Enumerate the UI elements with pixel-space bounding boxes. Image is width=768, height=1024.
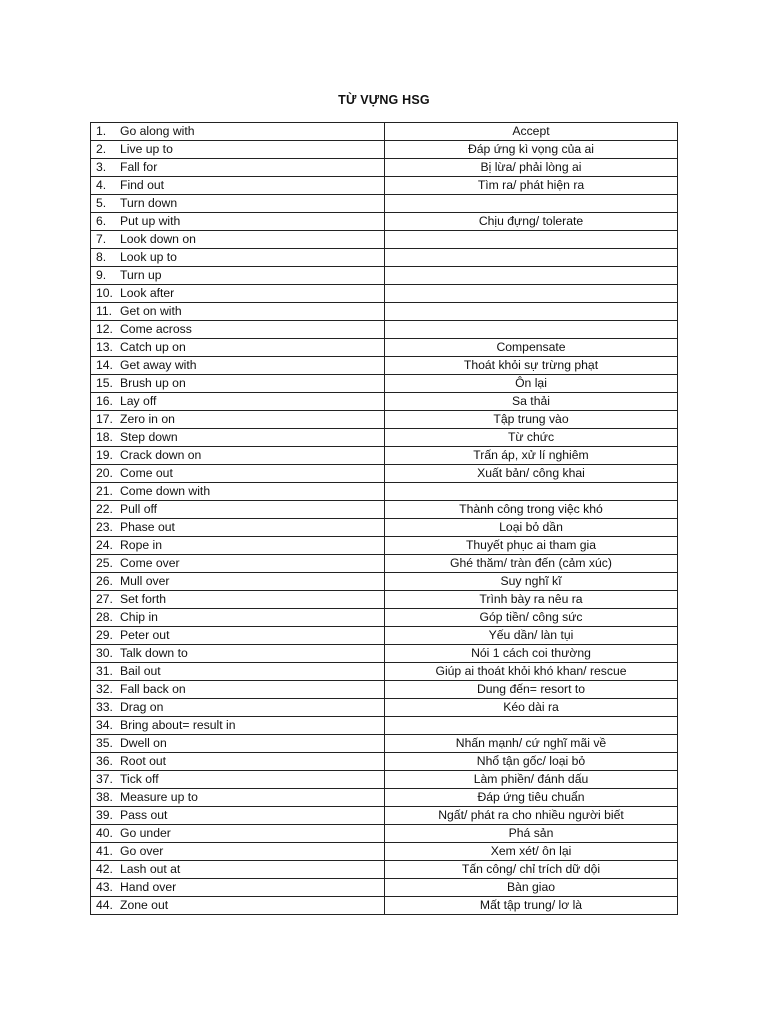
document-title: TỪ VỰNG HSG [338, 93, 430, 107]
phrasal-verb: Catch up on [120, 340, 186, 354]
table-row [91, 267, 678, 285]
meaning-cell [385, 195, 678, 213]
meaning-cell [385, 303, 678, 321]
phrase-cell [91, 213, 385, 231]
phrase-cell [91, 393, 385, 411]
row-number: 2. [96, 142, 107, 156]
meaning-cell: Compensate [385, 339, 678, 357]
phrase-cell [91, 249, 385, 267]
phrasal-verb: Lash out at [120, 862, 181, 876]
phrase-cell [91, 267, 385, 285]
vocabulary-table-body [91, 123, 678, 915]
phrase-cell [91, 735, 385, 753]
phrasal-verb: Come down with [120, 484, 211, 498]
table-row [91, 213, 678, 231]
row-number: 21. [96, 484, 113, 498]
table-row [91, 231, 678, 249]
phrase-cell [91, 681, 385, 699]
table-row [91, 879, 678, 897]
phrasal-verb: Step down [120, 430, 178, 444]
phrasal-verb: Zero in on [120, 412, 175, 426]
phrasal-verb: Bring about= result in [120, 718, 236, 732]
meaning-cell: Từ chức [385, 429, 678, 447]
row-number: 31. [96, 664, 113, 678]
meaning-cell: Tìm ra/ phát hiện ra [385, 177, 678, 195]
meaning-cell: Yếu dần/ làn tụi [385, 627, 678, 645]
table-row [91, 609, 678, 627]
table-row [91, 861, 678, 879]
meaning-cell [385, 267, 678, 285]
row-number: 22. [96, 502, 113, 516]
row-number: 24. [96, 538, 113, 552]
row-number: 20. [96, 466, 113, 480]
meaning-cell [385, 483, 678, 501]
phrasal-verb: Zone out [120, 898, 169, 912]
table-row [91, 897, 678, 915]
meaning-cell: Nhổ tận gốc/ loại bỏ [385, 753, 678, 771]
table-row [91, 411, 678, 429]
phrase-cell [91, 501, 385, 519]
row-number: 3. [96, 160, 107, 174]
meaning-cell: Thuyết phục ai tham gia [385, 537, 678, 555]
table-row [91, 591, 678, 609]
row-number: 44. [96, 898, 113, 912]
phrase-cell [91, 807, 385, 825]
phrase-cell [91, 753, 385, 771]
phrasal-verb: Chip in [120, 610, 158, 624]
row-number: 15. [96, 376, 113, 390]
phrasal-verb: Turn up [120, 268, 162, 282]
table-row [91, 195, 678, 213]
table-row [91, 141, 678, 159]
table-row [91, 519, 678, 537]
table-row [91, 717, 678, 735]
table-row [91, 807, 678, 825]
phrasal-verb: Talk down to [120, 646, 188, 660]
meaning-cell: Bàn giao [385, 879, 678, 897]
phrasal-verb: Crack down on [120, 448, 202, 462]
row-number: 16. [96, 394, 113, 408]
row-number: 1. [96, 124, 107, 138]
phrase-cell [91, 591, 385, 609]
row-number: 8. [96, 250, 107, 264]
row-number: 6. [96, 214, 107, 228]
phrasal-verb: Fall back on [120, 682, 186, 696]
row-number: 36. [96, 754, 113, 768]
phrase-cell [91, 465, 385, 483]
row-number: 38. [96, 790, 113, 804]
meaning-cell: Kéo dài ra [385, 699, 678, 717]
meaning-cell: Ghé thăm/ tràn đến (cảm xúc) [385, 555, 678, 573]
table-row [91, 627, 678, 645]
meaning-cell: Accept [385, 123, 678, 141]
row-number: 35. [96, 736, 113, 750]
row-number: 19. [96, 448, 113, 462]
phrasal-verb: Look up to [120, 250, 177, 264]
table-row [91, 123, 678, 141]
meaning-cell [385, 321, 678, 339]
meaning-cell: Đáp ứng tiêu chuẩn [385, 789, 678, 807]
table-row [91, 645, 678, 663]
phrasal-verb: Measure up to [120, 790, 198, 804]
meaning-cell: Trình bày ra nêu ra [385, 591, 678, 609]
phrasal-verb: Drag on [120, 700, 164, 714]
row-number: 18. [96, 430, 113, 444]
phrasal-verb: Put up with [120, 214, 181, 228]
phrase-cell [91, 879, 385, 897]
table-row [91, 555, 678, 573]
table-row [91, 357, 678, 375]
table-row [91, 735, 678, 753]
phrase-cell [91, 717, 385, 735]
phrase-cell [91, 375, 385, 393]
meaning-cell: Nói 1 cách coi thường [385, 645, 678, 663]
meaning-cell: Sa thải [385, 393, 678, 411]
phrasal-verb: Get away with [120, 358, 197, 372]
phrase-cell [91, 159, 385, 177]
meaning-cell: Dung đến= resort to [385, 681, 678, 699]
phrasal-verb: Look after [120, 286, 175, 300]
row-number: 29. [96, 628, 113, 642]
row-number: 14. [96, 358, 113, 372]
phrasal-verb: Turn down [120, 196, 178, 210]
meaning-cell: Chịu đựng/ tolerate [385, 213, 678, 231]
table-row [91, 447, 678, 465]
phrasal-verb: Come out [120, 466, 173, 480]
phrasal-verb: Fall for [120, 160, 158, 174]
table-row [91, 177, 678, 195]
row-number: 13. [96, 340, 113, 354]
meaning-cell: Nhấn mạnh/ cứ nghĩ mãi về [385, 735, 678, 753]
phrasal-verb: Come over [120, 556, 180, 570]
row-number: 26. [96, 574, 113, 588]
table-row [91, 429, 678, 447]
phrase-cell [91, 231, 385, 249]
row-number: 27. [96, 592, 113, 606]
meaning-cell: Tấn công/ chỉ trích dữ dội [385, 861, 678, 879]
meaning-cell: Xem xét/ ôn lại [385, 843, 678, 861]
phrase-cell [91, 303, 385, 321]
meaning-cell: Làm phiền/ đánh dấu [385, 771, 678, 789]
phrasal-verb: Get on with [120, 304, 182, 318]
table-row [91, 825, 678, 843]
table-row [91, 843, 678, 861]
phrasal-verb: Look down on [120, 232, 196, 246]
row-number: 40. [96, 826, 113, 840]
meaning-cell: Xuất bản/ công khai [385, 465, 678, 483]
row-number: 11. [96, 304, 113, 318]
row-number: 23. [96, 520, 113, 534]
phrase-cell [91, 429, 385, 447]
meaning-cell: Đáp ứng kì vọng của ai [385, 141, 678, 159]
row-number: 9. [96, 268, 107, 282]
phrase-cell [91, 141, 385, 159]
meaning-cell: Ôn lại [385, 375, 678, 393]
phrasal-verb: Go under [120, 826, 171, 840]
phrase-cell [91, 861, 385, 879]
vocabulary-table [90, 122, 678, 915]
meaning-cell: Trấn áp, xử lí nghiêm [385, 447, 678, 465]
meaning-cell: Bị lừa/ phải lòng ai [385, 159, 678, 177]
phrase-cell [91, 177, 385, 195]
table-row [91, 339, 678, 357]
phrase-cell [91, 285, 385, 303]
row-number: 12. [96, 322, 113, 336]
phrasal-verb: Lay off [120, 394, 157, 408]
phrase-cell [91, 411, 385, 429]
phrasal-verb: Find out [120, 178, 165, 192]
phrasal-verb: Bail out [120, 664, 161, 678]
table-row [91, 375, 678, 393]
table-row [91, 789, 678, 807]
meaning-cell: Loại bỏ dần [385, 519, 678, 537]
phrasal-verb: Pass out [120, 808, 168, 822]
phrasal-verb: Dwell on [120, 736, 167, 750]
phrase-cell [91, 555, 385, 573]
phrasal-verb: Tick off [120, 772, 159, 786]
meaning-cell: Giúp ai thoát khỏi khó khan/ rescue [385, 663, 678, 681]
row-number: 10. [96, 286, 113, 300]
phrase-cell [91, 123, 385, 141]
phrase-cell [91, 627, 385, 645]
phrasal-verb: Hand over [120, 880, 177, 894]
phrasal-verb: Brush up on [120, 376, 186, 390]
table-row [91, 573, 678, 591]
row-number: 32. [96, 682, 113, 696]
table-row [91, 753, 678, 771]
meaning-cell [385, 231, 678, 249]
meaning-cell: Góp tiền/ công sức [385, 609, 678, 627]
phrase-cell [91, 825, 385, 843]
table-row [91, 771, 678, 789]
row-number: 34. [96, 718, 113, 732]
phrase-cell [91, 645, 385, 663]
row-number: 17. [96, 412, 113, 426]
row-number: 5. [96, 196, 107, 210]
row-number: 7. [96, 232, 107, 246]
phrase-cell [91, 663, 385, 681]
table-row [91, 249, 678, 267]
phrase-cell [91, 843, 385, 861]
phrase-cell [91, 321, 385, 339]
meaning-cell [385, 285, 678, 303]
table-row [91, 537, 678, 555]
meaning-cell [385, 249, 678, 267]
phrasal-verb: Go along with [120, 124, 195, 138]
row-number: 37. [96, 772, 113, 786]
phrasal-verb: Rope in [120, 538, 163, 552]
phrasal-verb: Go over [120, 844, 164, 858]
row-number: 42. [96, 862, 113, 876]
phrase-cell [91, 609, 385, 627]
phrase-cell [91, 195, 385, 213]
row-number: 30. [96, 646, 113, 660]
phrase-cell [91, 519, 385, 537]
phrasal-verb: Peter out [120, 628, 170, 642]
row-number: 28. [96, 610, 113, 624]
phrase-cell [91, 357, 385, 375]
phrase-cell [91, 771, 385, 789]
phrase-cell [91, 699, 385, 717]
meaning-cell: Thoát khỏi sự trừng phạt [385, 357, 678, 375]
meaning-cell: Mất tập trung/ lơ là [385, 897, 678, 915]
table-row [91, 285, 678, 303]
phrase-cell [91, 789, 385, 807]
table-row [91, 159, 678, 177]
phrase-cell [91, 339, 385, 357]
phrasal-verb: Live up to [120, 142, 173, 156]
meaning-cell: Suy nghĩ kĩ [385, 573, 678, 591]
row-number: 43. [96, 880, 113, 894]
table-row [91, 393, 678, 411]
table-row [91, 699, 678, 717]
table-row [91, 465, 678, 483]
table-row [91, 303, 678, 321]
table-row [91, 501, 678, 519]
table-row [91, 663, 678, 681]
meaning-cell: Tập trung vào [385, 411, 678, 429]
meaning-cell: Thành công trong việc khó [385, 501, 678, 519]
row-number: 25. [96, 556, 113, 570]
phrase-cell [91, 447, 385, 465]
phrasal-verb: Phase out [120, 520, 175, 534]
phrase-cell [91, 897, 385, 915]
row-number: 39. [96, 808, 113, 822]
row-number: 41. [96, 844, 113, 858]
phrase-cell [91, 573, 385, 591]
row-number: 4. [96, 178, 107, 192]
table-row [91, 681, 678, 699]
phrasal-verb: Mull over [120, 574, 170, 588]
phrasal-verb: Root out [120, 754, 167, 768]
meaning-cell: Ngất/ phát ra cho nhiều người biết [385, 807, 678, 825]
phrase-cell [91, 537, 385, 555]
table-row [91, 483, 678, 501]
phrasal-verb: Pull off [120, 502, 158, 516]
phrasal-verb: Come across [120, 322, 192, 336]
meaning-cell: Phá sản [385, 825, 678, 843]
meaning-cell [385, 717, 678, 735]
phrase-cell [91, 483, 385, 501]
row-number: 33. [96, 700, 113, 714]
table-row [91, 321, 678, 339]
phrasal-verb: Set forth [120, 592, 167, 606]
